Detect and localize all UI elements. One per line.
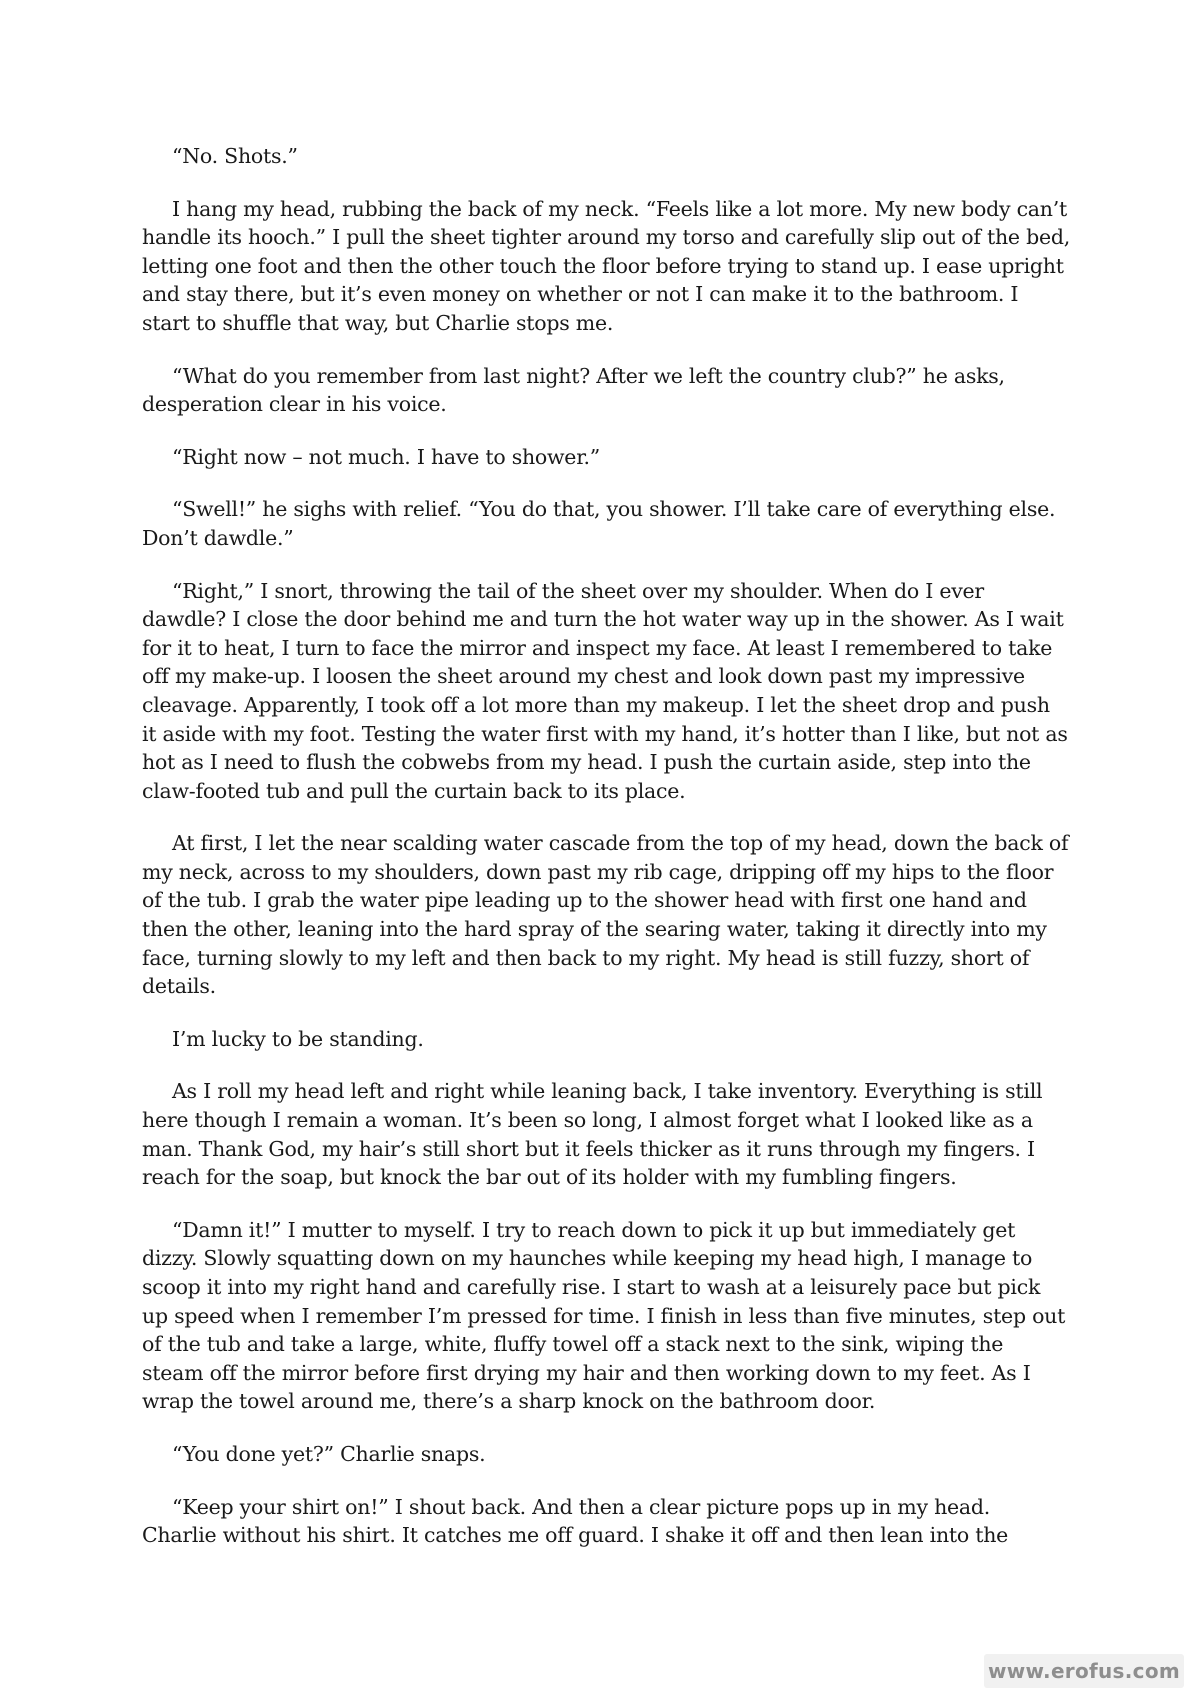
paragraph: “Keep your shirt on!” I shout back. And then a clear picture pops up in my head. Charlie without his shirt. It catches me off guard. I shake it off and then lean into the	[142, 1494, 1009, 1548]
paragraph: I’m lucky to be standing.	[172, 1026, 424, 1051]
watermark: www.erofus.com	[984, 1654, 1184, 1688]
paragraph: As I roll my head left and right while leaning back, I take inventory. Everything is still here though I remain a woman. It’s been so long, I almost forget what I looked like as a man. Thank God, my hair’s still short but it feels thicker as it runs through my fingers. I reach for the soap, but knock the bar out of its holder with my fumbling fingers.	[142, 1079, 1043, 1190]
paragraph: At first, I let the near scalding water cascade from the top of my head, down the back of my neck, across to my shoulders, down past my rib cage, dripping off my hips to the floor of the tub. I grab the water pipe leading up to the shower head with first one hand and then the other, leaning into the hard spray of the searing water, taking it directly into my face, turning slowly to my left and then back to my right. My head is still fuzzy, short of details.	[142, 831, 1069, 999]
body-text	[142, 142, 1070, 1574]
paragraph: “What do you remember from last night? After we left the country club?” he asks, desperation clear in his voice.	[142, 363, 1005, 417]
paragraph: “Right,” I snort, throwing the tail of the sheet over my shoulder. When do I ever dawdle? I close the door behind me and turn the hot water way up in the shower. As I wait for it to heat, I turn to face the mirror and inspect my face. At least I remembered to take off my make-up. I loosen the sheet around my chest and look down past my impressive cleavage. Apparently, I took off a lot more than my makeup. I let the sheet drop and push it aside with my foot. Testing the water first with my hand, it’s hotter than I like, but not as hot as I need to flush the cobwebs from my head. I push the curtain aside, step into the claw-footed tub and pull the curtain back to its place.	[142, 578, 1068, 803]
paragraph: “Right now – not much. I have to shower.”	[172, 444, 600, 469]
paragraph: “Swell!” he sighs with relief. “You do that, you shower. I’ll take care of everything else. Don’t dawdle.”	[142, 497, 1056, 550]
paragraph: “Damn it!” I mutter to myself. I try to reach down to pick it up but immediately get dizzy. Slowly squatting down on my haunches while keeping my head high, I manage to scoop it into my right hand and carefully rise. I start to wash at a leisurely pace but pick up speed when I remember I’m pressed for time. I finish in less than five minutes, step out of the tub and take a large, white, fluffy towel off a stack next to the sink, wiping the steam off the mirror before first drying my hair and then working down to my feet. As I wrap the towel around me, there’s a sharp knock on the bathroom door.	[142, 1217, 1066, 1414]
paragraph: “No. Shots.”	[172, 144, 298, 168]
paragraph: I hang my head, rubbing the back of my neck. “Feels like a lot more. My new body can’t handle its hooch.” I pull the sheet tighter around my torso and carefully slip out of the bed, letting one foot and then the other touch the floor before trying to stand up. I ease upright and stay there, but it’s even money on whether or not I can make it to the bathroom. I start to shuffle that way, but Charlie stops me.	[142, 196, 1070, 335]
paragraph: “You done yet?” Charlie snaps.	[172, 1441, 486, 1466]
